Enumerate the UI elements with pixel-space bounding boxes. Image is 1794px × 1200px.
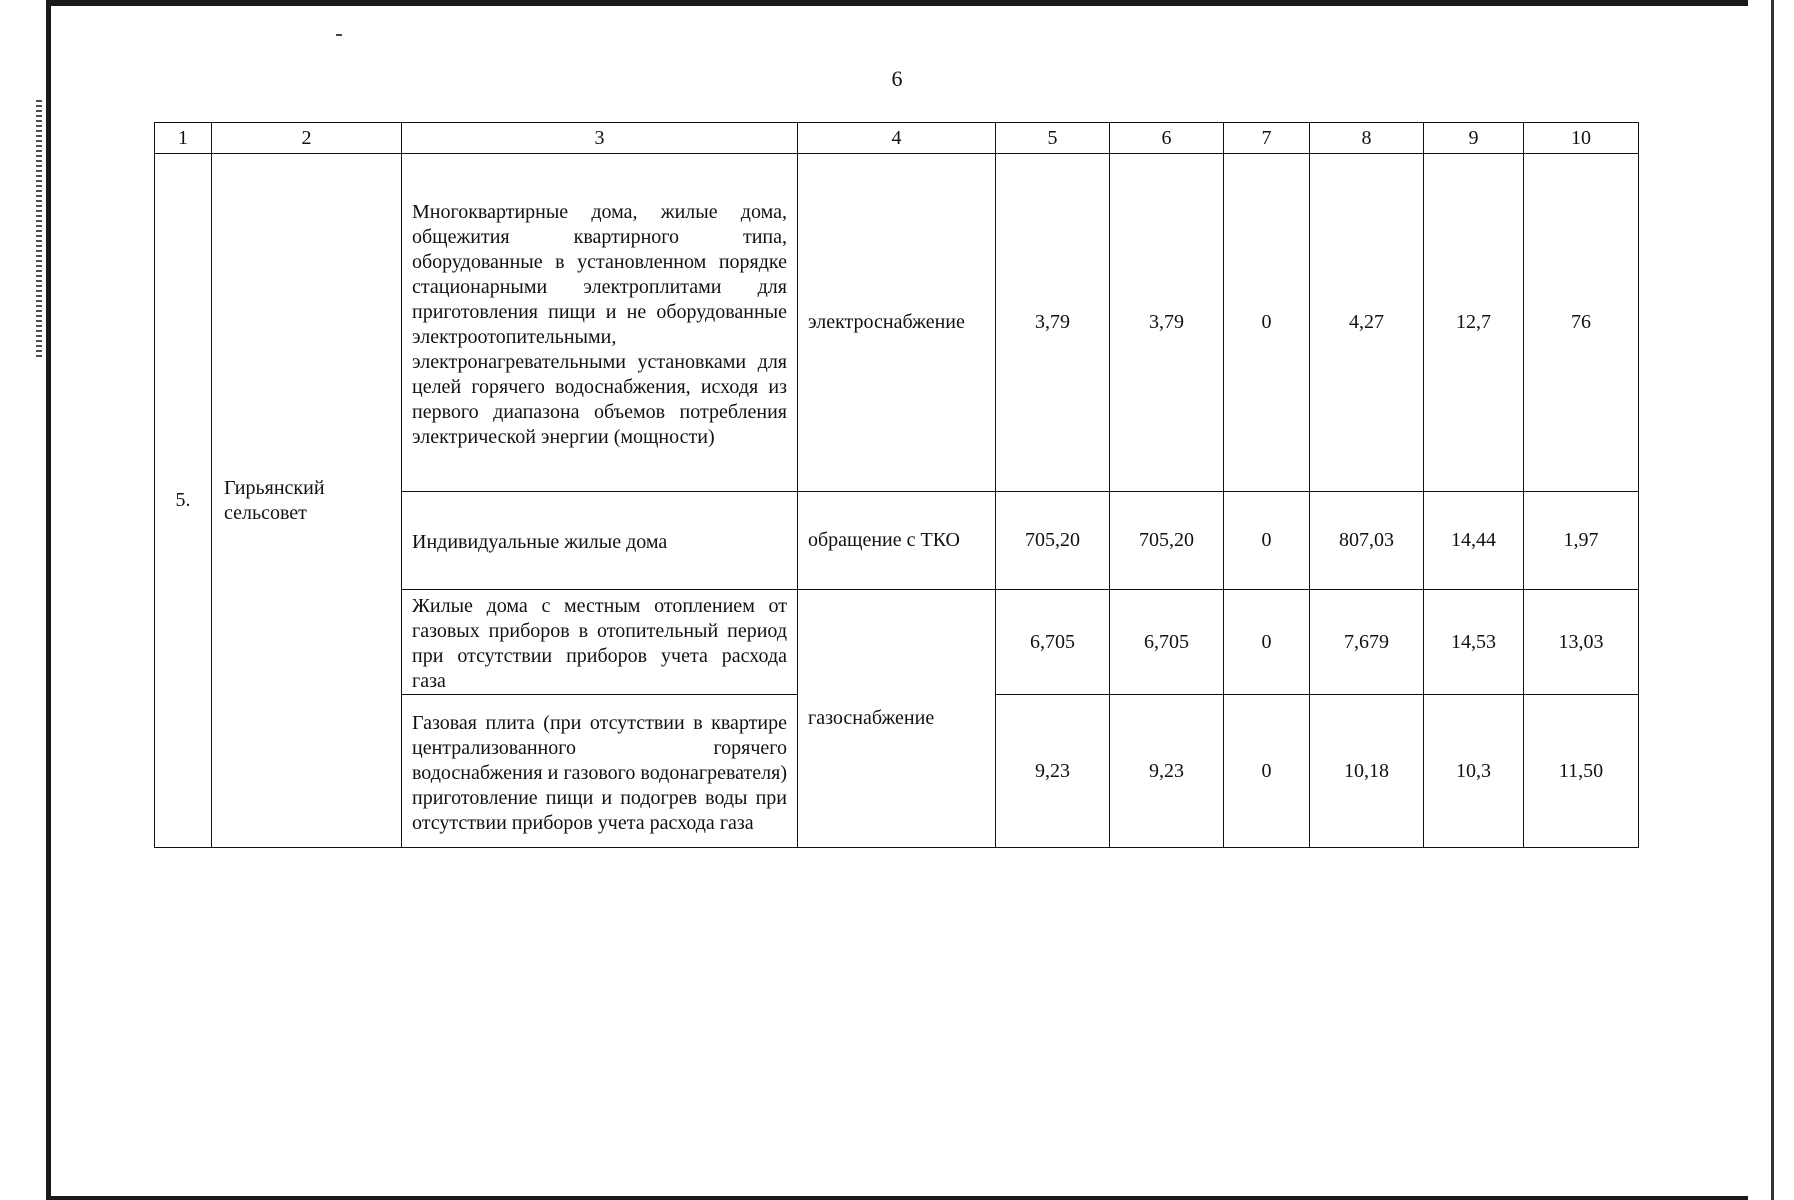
consumer-description: Газовая плита (при отсутствии в квартире централизованного горячего водоснабжения и газового водонагревателя) приготовление пищи и подогрев воды при отсутствии приборов учета расхода газа: [402, 695, 798, 848]
value-cell: 705,20: [1110, 492, 1224, 590]
value-cell: 14,53: [1424, 590, 1524, 695]
value-cell: 0: [1224, 590, 1310, 695]
scan-border-right: [1771, 0, 1774, 1200]
value-cell: 0: [1224, 695, 1310, 848]
value-cell: 11,50: [1524, 695, 1639, 848]
consumer-description: Индивидуальные жилые дома: [402, 492, 798, 590]
header-cell: 9: [1424, 123, 1524, 154]
header-row: [155, 123, 1639, 154]
value-cell: 705,20: [996, 492, 1110, 590]
value-cell: 14,44: [1424, 492, 1524, 590]
scan-mark: [336, 34, 342, 36]
value-cell: 4,27: [1310, 154, 1424, 492]
value-cell: 0: [1224, 492, 1310, 590]
settlement-name: Гирьянский сельсовет: [212, 154, 402, 848]
header-cell: 1: [155, 123, 212, 154]
page-number: 6: [891, 66, 903, 91]
header-cell: 7: [1224, 123, 1310, 154]
header-cell: 6: [1110, 123, 1224, 154]
service-type: газоснабжение: [798, 590, 996, 848]
service-type: электроснабжение: [798, 154, 996, 492]
value-cell: 12,7: [1424, 154, 1524, 492]
value-cell: 9,23: [996, 695, 1110, 848]
value-cell: 6,705: [1110, 590, 1224, 695]
value-cell: 1,97: [1524, 492, 1639, 590]
header-cell: 3: [402, 123, 798, 154]
consumer-description: Жилые дома с местным отоплением от газовых приборов в отопительный период при отсутствии приборов учета расхода газа: [402, 590, 798, 695]
value-cell: 6,705: [996, 590, 1110, 695]
service-type: обращение с ТКО: [798, 492, 996, 590]
value-cell: 3,79: [1110, 154, 1224, 492]
value-cell: 3,79: [996, 154, 1110, 492]
header-cell: 10: [1524, 123, 1639, 154]
scan-noise: [36, 100, 42, 360]
value-cell: 13,03: [1524, 590, 1639, 695]
consumer-description: Многоквартирные дома, жилые дома, общежития квартирного типа, оборудованные в установленном порядке стационарными электроплитами для приготовления пищи и не оборудованные электроотопительными, электронагревательными установками для целей горячего водоснабжения, исходя из первого диапазона объемов потребления электрической энергии (мощности): [402, 154, 798, 492]
header-cell: 2: [212, 123, 402, 154]
value-cell: 9,23: [1110, 695, 1224, 848]
header-cell: 8: [1310, 123, 1424, 154]
tariff-table: [154, 122, 1639, 848]
scan-border-top: [48, 0, 1748, 6]
scan-border-bottom: [48, 1196, 1748, 1200]
value-cell: 10,18: [1310, 695, 1424, 848]
value-cell: 10,3: [1424, 695, 1524, 848]
header-cell: 5: [996, 123, 1110, 154]
value-cell: 807,03: [1310, 492, 1424, 590]
value-cell: 0: [1224, 154, 1310, 492]
value-cell: 76: [1524, 154, 1639, 492]
header-cell: 4: [798, 123, 996, 154]
table-row: [155, 154, 1639, 492]
scan-border-left: [46, 0, 51, 1200]
row-number: 5.: [155, 154, 212, 848]
value-cell: 7,679: [1310, 590, 1424, 695]
